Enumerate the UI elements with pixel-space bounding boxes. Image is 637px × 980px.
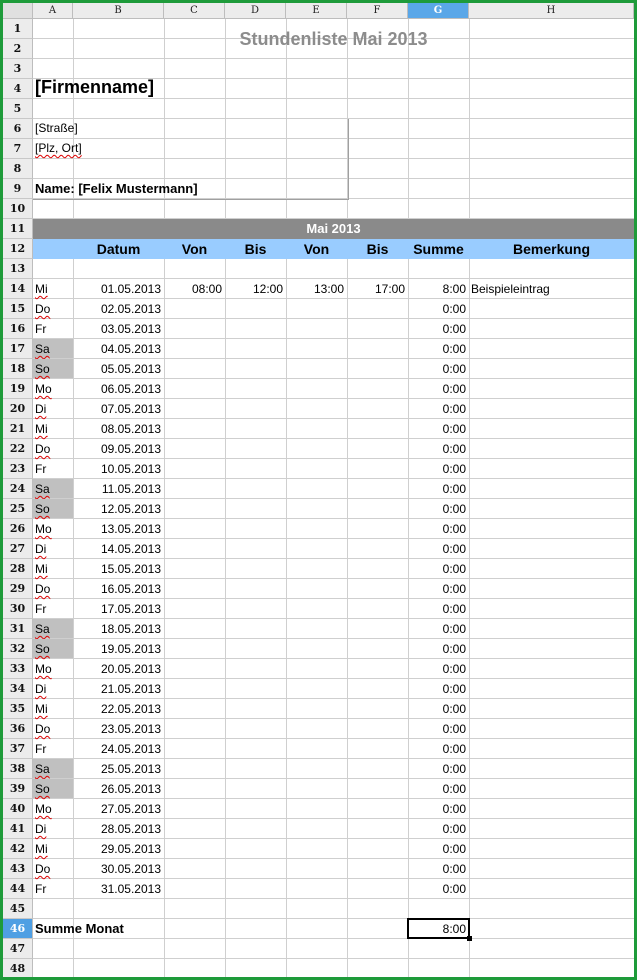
- day-text: Di: [35, 682, 47, 696]
- summe-cell[interactable]: 0:00: [442, 702, 466, 716]
- day-text: Di: [35, 542, 47, 556]
- day-text: Fr: [35, 882, 47, 896]
- row-header-35[interactable]: 35: [3, 699, 33, 719]
- gridline-h: [33, 738, 634, 739]
- city-cell[interactable]: [35, 140, 82, 156]
- gridline-h: [33, 298, 634, 299]
- row-header-5[interactable]: 5: [3, 99, 33, 119]
- row-header-3[interactable]: 3: [3, 59, 33, 79]
- gridline-h: [33, 538, 634, 539]
- header-von-2[interactable]: Von: [303, 241, 330, 257]
- summe-cell[interactable]: 0:00: [442, 462, 466, 476]
- date-cell[interactable]: 25.05.2013: [100, 762, 161, 776]
- gridline-h: [33, 918, 634, 919]
- day-cell[interactable]: [35, 541, 46, 557]
- day-cell[interactable]: [35, 641, 50, 657]
- gridline-h: [33, 438, 634, 439]
- day-cell[interactable]: [35, 801, 52, 817]
- row-header-21[interactable]: 21: [3, 419, 33, 439]
- date-cell[interactable]: 19.05.2013: [100, 642, 161, 656]
- gridline-h: [33, 798, 634, 799]
- summe-cell[interactable]: 0:00: [442, 862, 466, 876]
- row-header-14[interactable]: 14: [3, 279, 33, 299]
- date-cell[interactable]: 29.05.2013: [100, 842, 161, 856]
- total-label[interactable]: Summe Monat: [35, 921, 124, 936]
- row-header-15[interactable]: 15: [3, 299, 33, 319]
- row-header-25[interactable]: 25: [3, 499, 33, 519]
- day-cell[interactable]: [35, 321, 46, 337]
- day-cell[interactable]: [35, 781, 50, 797]
- summe-cell[interactable]: 0:00: [442, 642, 466, 656]
- day-text: Fr: [35, 602, 47, 616]
- day-cell[interactable]: [35, 761, 50, 777]
- day-text: Fr: [35, 322, 47, 336]
- gridline-h: [33, 578, 634, 579]
- day-cell[interactable]: [35, 601, 46, 617]
- gridline-h: [33, 898, 634, 899]
- column-header-d[interactable]: D: [225, 3, 286, 19]
- day-text: Fr: [35, 742, 47, 756]
- row-header-26[interactable]: 26: [3, 519, 33, 539]
- day-text: So: [35, 362, 50, 376]
- date-cell[interactable]: 28.05.2013: [100, 822, 161, 836]
- day-cell[interactable]: [35, 521, 52, 537]
- day-text: Mo: [35, 802, 52, 816]
- day-cell[interactable]: [35, 481, 50, 497]
- row-header-43[interactable]: 43: [3, 859, 33, 879]
- gridline-h: [33, 638, 634, 639]
- selected-cell-total[interactable]: [407, 918, 470, 939]
- summe-cell[interactable]: 0:00: [442, 762, 466, 776]
- total-value: 8:00: [442, 922, 466, 936]
- day-cell[interactable]: [35, 621, 50, 637]
- summe-cell[interactable]: 0:00: [442, 342, 466, 356]
- gridline-h: [33, 778, 634, 779]
- date-cell[interactable]: 02.05.2013: [100, 302, 161, 316]
- day-cell[interactable]: [35, 461, 46, 477]
- day-text: Do: [35, 722, 51, 736]
- gridline-h: [33, 558, 634, 559]
- header-bemerkung[interactable]: Bemerkung: [512, 241, 591, 257]
- day-cell[interactable]: [35, 881, 46, 897]
- summe-cell[interactable]: 0:00: [442, 542, 466, 556]
- day-text: Mi: [35, 422, 48, 436]
- day-cell[interactable]: [35, 441, 50, 457]
- summe-cell[interactable]: 0:00: [442, 822, 466, 836]
- row-header-17[interactable]: 17: [3, 339, 33, 359]
- day-cell[interactable]: [35, 841, 48, 857]
- row-header-13[interactable]: 13: [3, 259, 33, 279]
- table-header-row: [33, 239, 634, 259]
- gridline-h: [33, 498, 634, 499]
- summe-cell[interactable]: 8:00: [442, 282, 466, 296]
- date-cell[interactable]: 11.05.2013: [101, 482, 161, 496]
- summe-cell[interactable]: 0:00: [442, 402, 466, 416]
- date-cell[interactable]: 04.05.2013: [100, 342, 161, 356]
- gridline-h: [33, 618, 634, 619]
- header-bis-2[interactable]: Bis: [366, 241, 389, 257]
- day-text: Fr: [35, 462, 47, 476]
- day-text: Di: [35, 402, 47, 416]
- date-cell[interactable]: 22.05.2013: [100, 702, 161, 716]
- date-cell[interactable]: 05.05.2013: [100, 362, 161, 376]
- sheet-title[interactable]: Stundenliste Mai 2013: [239, 29, 428, 49]
- row-header-42[interactable]: 42: [3, 839, 33, 859]
- row-header-38[interactable]: 38: [3, 759, 33, 779]
- day-text: Do: [35, 582, 51, 596]
- header-summe[interactable]: Summe: [413, 241, 464, 257]
- gridline-h: [33, 758, 634, 759]
- day-cell[interactable]: [35, 401, 46, 417]
- gridline-h: [33, 278, 634, 279]
- date-cell[interactable]: 07.05.2013: [100, 402, 161, 416]
- day-text: Mo: [35, 662, 52, 676]
- gridline-h: [33, 718, 634, 719]
- day-text: Do: [35, 862, 51, 876]
- row-header-24[interactable]: 24: [3, 479, 33, 499]
- row-header-33[interactable]: 33: [3, 659, 33, 679]
- gridline-h: [33, 598, 634, 599]
- gridline-h: [33, 858, 634, 859]
- date-cell[interactable]: 20.05.2013: [100, 662, 161, 676]
- row-header-20[interactable]: 20: [3, 399, 33, 419]
- day-text: So: [35, 502, 50, 516]
- row-header-46[interactable]: 46: [3, 919, 33, 939]
- day-text: Sa: [35, 622, 50, 636]
- gridline-h: [33, 358, 634, 359]
- row-header-27[interactable]: 27: [3, 539, 33, 559]
- day-text: Mo: [35, 522, 52, 536]
- date-cell[interactable]: 06.05.2013: [100, 382, 161, 396]
- summe-cell[interactable]: 0:00: [442, 662, 466, 676]
- date-cell[interactable]: 23.05.2013: [100, 722, 161, 736]
- header-von-1[interactable]: Von: [181, 241, 208, 257]
- summe-cell[interactable]: 0:00: [442, 742, 466, 756]
- row-header-37[interactable]: 37: [3, 739, 33, 759]
- row-header-18[interactable]: 18: [3, 359, 33, 379]
- bis-1-cell[interactable]: 12:00: [252, 282, 283, 296]
- spreadsheet-frame: [3, 3, 634, 977]
- day-text: Mi: [35, 562, 48, 576]
- row-header-4[interactable]: 4: [3, 79, 33, 99]
- row-header-6[interactable]: 6: [3, 119, 33, 139]
- summe-cell[interactable]: 0:00: [442, 622, 466, 636]
- summe-cell[interactable]: 0:00: [442, 302, 466, 316]
- row-header-48[interactable]: 48: [3, 959, 33, 977]
- column-header-a[interactable]: A: [33, 3, 73, 19]
- row-header-19[interactable]: 19: [3, 379, 33, 399]
- gridline-h: [33, 398, 634, 399]
- gridline-h: [33, 98, 634, 99]
- date-cell[interactable]: 12.05.2013: [100, 502, 161, 516]
- day-text: Mi: [35, 282, 48, 296]
- date-cell[interactable]: 14.05.2013: [100, 542, 161, 556]
- gridline-h: [33, 318, 634, 319]
- row-header-28[interactable]: 28: [3, 559, 33, 579]
- von-1-cell[interactable]: 08:00: [191, 282, 222, 296]
- gridline-h: [33, 658, 634, 659]
- day-text: So: [35, 782, 50, 796]
- date-cell[interactable]: 17.05.2013: [100, 602, 161, 616]
- company-name[interactable]: [Firmenname]: [35, 77, 155, 97]
- header-datum[interactable]: Datum: [96, 241, 141, 257]
- day-cell[interactable]: [35, 361, 50, 377]
- street-cell[interactable]: [Straße]: [35, 121, 78, 135]
- date-cell[interactable]: 26.05.2013: [100, 782, 161, 796]
- gridline-h: [33, 938, 634, 939]
- gridline-h: [33, 58, 634, 59]
- row-header-30[interactable]: 30: [3, 599, 33, 619]
- date-cell[interactable]: 18.05.2013: [100, 622, 161, 636]
- gridline-h: [33, 698, 634, 699]
- row-header-32[interactable]: 32: [3, 639, 33, 659]
- summe-cell[interactable]: 0:00: [442, 782, 466, 796]
- day-cell[interactable]: [35, 501, 50, 517]
- row-header-45[interactable]: 45: [3, 899, 33, 919]
- date-cell[interactable]: 13.05.2013: [100, 522, 161, 536]
- summe-cell[interactable]: 0:00: [442, 422, 466, 436]
- date-cell[interactable]: 09.05.2013: [100, 442, 161, 456]
- row-header-22[interactable]: 22: [3, 439, 33, 459]
- summe-cell[interactable]: 0:00: [442, 442, 466, 456]
- date-cell[interactable]: 27.05.2013: [100, 802, 161, 816]
- select-all-corner[interactable]: [3, 3, 33, 19]
- column-header-c[interactable]: C: [164, 3, 225, 19]
- day-cell[interactable]: [35, 861, 50, 877]
- summe-cell[interactable]: 0:00: [442, 722, 466, 736]
- day-cell[interactable]: [35, 581, 50, 597]
- date-cell[interactable]: 01.05.2013: [100, 282, 161, 296]
- row-header-41[interactable]: 41: [3, 819, 33, 839]
- date-cell[interactable]: 30.05.2013: [100, 862, 161, 876]
- von-2-cell[interactable]: 13:00: [313, 282, 344, 296]
- day-cell[interactable]: [35, 381, 52, 397]
- city-text: [Plz, Ort]: [35, 141, 82, 155]
- summe-cell[interactable]: 0:00: [442, 362, 466, 376]
- month-band[interactable]: Mai 2013: [33, 219, 634, 239]
- row-header-23[interactable]: 23: [3, 459, 33, 479]
- day-text: Mi: [35, 842, 48, 856]
- gridline-h: [33, 478, 634, 479]
- day-text: Mo: [35, 382, 52, 396]
- summe-cell[interactable]: 0:00: [442, 842, 466, 856]
- day-text: Mi: [35, 702, 48, 716]
- date-cell[interactable]: 21.05.2013: [100, 682, 161, 696]
- summe-cell[interactable]: 0:00: [442, 582, 466, 596]
- column-header-b[interactable]: B: [73, 3, 164, 19]
- date-cell[interactable]: 16.05.2013: [100, 582, 161, 596]
- day-cell[interactable]: [35, 281, 48, 297]
- gridline-h: [33, 678, 634, 679]
- column-header-g[interactable]: G: [408, 3, 469, 19]
- row-header-31[interactable]: 31: [3, 619, 33, 639]
- summe-cell[interactable]: 0:00: [442, 482, 466, 496]
- column-header-h[interactable]: H: [469, 3, 634, 19]
- day-cell[interactable]: [35, 341, 50, 357]
- day-cell[interactable]: [35, 421, 48, 437]
- gridline-h: [33, 458, 634, 459]
- day-cell[interactable]: [35, 681, 46, 697]
- gridline-h: [33, 378, 634, 379]
- summe-cell[interactable]: 0:00: [442, 322, 466, 336]
- gridline-h: [33, 518, 634, 519]
- day-cell[interactable]: [35, 821, 46, 837]
- day-cell[interactable]: [35, 721, 50, 737]
- row-header-34[interactable]: 34: [3, 679, 33, 699]
- bemerkung-cell[interactable]: Beispieleintrag: [471, 282, 550, 296]
- summe-cell[interactable]: 0:00: [442, 802, 466, 816]
- summe-cell[interactable]: 0:00: [442, 562, 466, 576]
- summe-cell[interactable]: 0:00: [442, 502, 466, 516]
- row-header-44[interactable]: 44: [3, 879, 33, 899]
- row-header-29[interactable]: 29: [3, 579, 33, 599]
- gridline-h: [33, 418, 634, 419]
- day-cell[interactable]: [35, 741, 46, 757]
- gridline-h: [33, 878, 634, 879]
- summe-cell[interactable]: 0:00: [442, 382, 466, 396]
- day-text: Sa: [35, 482, 50, 496]
- date-cell[interactable]: 24.05.2013: [100, 742, 161, 756]
- row-header-47[interactable]: 47: [3, 939, 33, 959]
- row-header-39[interactable]: 39: [3, 779, 33, 799]
- day-cell[interactable]: [35, 561, 48, 577]
- header-bis-1[interactable]: Bis: [244, 241, 267, 257]
- date-cell[interactable]: 03.05.2013: [100, 322, 161, 336]
- column-header-f[interactable]: F: [347, 3, 408, 19]
- day-text: Di: [35, 822, 47, 836]
- row-header-40[interactable]: 40: [3, 799, 33, 819]
- day-text: Do: [35, 442, 51, 456]
- day-cell[interactable]: [35, 661, 52, 677]
- row-header-9[interactable]: 9: [3, 179, 33, 199]
- day-text: Do: [35, 302, 51, 316]
- row-header-12[interactable]: 12: [3, 239, 33, 259]
- row-header-7[interactable]: 7: [3, 139, 33, 159]
- row-header-16[interactable]: 16: [3, 319, 33, 339]
- summe-cell[interactable]: 0:00: [442, 682, 466, 696]
- fill-handle[interactable]: [467, 936, 472, 941]
- gridline-h: [33, 338, 634, 339]
- row-header-11[interactable]: 11: [3, 219, 33, 239]
- column-header-e[interactable]: E: [286, 3, 347, 19]
- row-header-8[interactable]: 8: [3, 159, 33, 179]
- summe-cell[interactable]: 0:00: [442, 882, 466, 896]
- row-header-2[interactable]: 2: [3, 39, 33, 59]
- date-cell[interactable]: 08.05.2013: [100, 422, 161, 436]
- bis-2-cell[interactable]: 17:00: [374, 282, 405, 296]
- day-cell[interactable]: [35, 301, 50, 317]
- gridline-h: [33, 958, 634, 959]
- date-cell[interactable]: 15.05.2013: [100, 562, 161, 576]
- day-text: So: [35, 642, 50, 656]
- date-cell[interactable]: 10.05.2013: [100, 462, 161, 476]
- date-cell[interactable]: 31.05.2013: [100, 882, 161, 896]
- row-header-10[interactable]: 10: [3, 199, 33, 219]
- day-text: Sa: [35, 342, 50, 356]
- employee-name-cell[interactable]: Name: [Felix Mustermann]: [35, 181, 198, 196]
- gridline-h: [33, 818, 634, 819]
- day-cell[interactable]: [35, 701, 48, 717]
- day-text: Sa: [35, 762, 50, 776]
- summe-cell[interactable]: 0:00: [442, 522, 466, 536]
- gridline-h: [33, 838, 634, 839]
- row-header-1[interactable]: 1: [3, 19, 33, 39]
- row-header-36[interactable]: 36: [3, 719, 33, 739]
- summe-cell[interactable]: 0:00: [442, 602, 466, 616]
